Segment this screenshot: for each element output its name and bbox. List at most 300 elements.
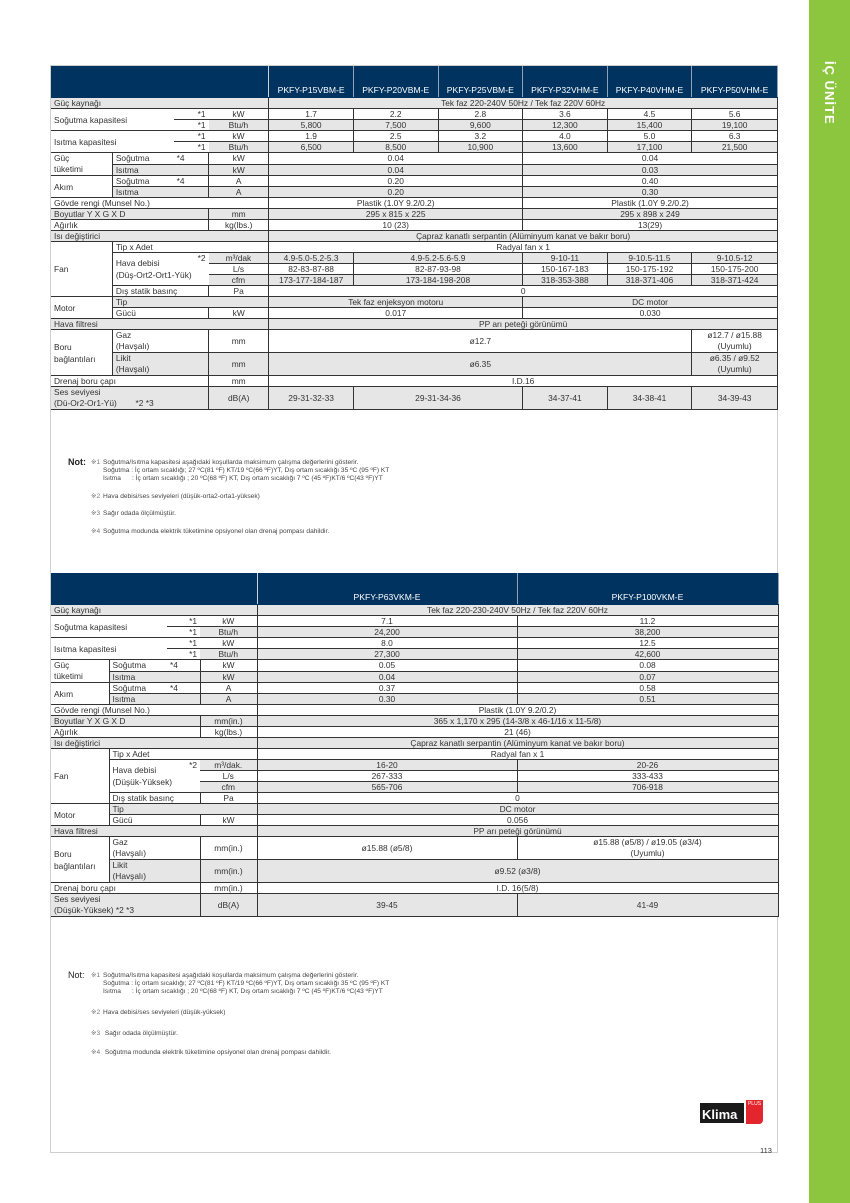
sub-label: [109, 837, 200, 860]
cell-value: I.D. 16(5/8): [257, 883, 778, 894]
label-line: Hava debisi: [112, 765, 157, 775]
unit: Btu/h: [200, 627, 257, 638]
note-symbol: ※3: [91, 510, 101, 517]
sub-label: Gücü: [112, 308, 208, 319]
cell-value: ø12.7: [269, 330, 692, 353]
unit: A: [209, 176, 269, 187]
cell-value: 0.58: [517, 683, 778, 694]
sub-label: Gücü: [109, 815, 200, 826]
cell-value: 20-26: [517, 760, 778, 771]
table-row: [51, 319, 778, 330]
label-line: Hava debisi: [115, 258, 160, 268]
row-label: Ağırlık: [51, 220, 209, 231]
cell-value: ø9.52 (ø3/8): [257, 860, 778, 883]
cell-value: 4.9-5.2-5.6-5.9: [353, 253, 522, 264]
unit: A: [200, 694, 257, 705]
value-line: ø12.7 / ø15.88: [707, 330, 762, 340]
cell-value: 27,300: [257, 649, 517, 660]
row-label: Boyutlar Y X G X D: [51, 716, 200, 727]
model-header: PKFY-P15VBM-E: [269, 67, 354, 98]
cell-value: 318-353-388: [523, 275, 608, 286]
cell-value: [517, 837, 778, 860]
cell-value: 42,600: [517, 649, 778, 660]
table-row: [51, 187, 778, 198]
cell-value: 34-38-41: [607, 387, 692, 410]
unit: cfm: [209, 275, 269, 286]
cell-value: 34-39-43: [692, 387, 778, 410]
cell-value: 0.017: [269, 308, 523, 319]
note-symbol: ※2: [91, 493, 101, 500]
label-line: (Havşalı): [115, 341, 150, 351]
note-subline: Soğutma : İç ortam sıcaklığı; 27 ºC(81 ºF) KT/19 ºC(66 ºF)YT, Dış ortam sıcaklığı 35 ºC (95 ºF) KT: [103, 467, 390, 474]
row-label: [51, 153, 112, 176]
unit: m³/dak: [209, 253, 269, 264]
table-row: [51, 793, 778, 804]
row-label: Gövde rengi (Munsel No.): [51, 198, 269, 209]
unit: mm(in.): [200, 883, 257, 894]
cell-value: 7,500: [353, 120, 438, 131]
cell-value: Radyal fan x 1: [269, 242, 778, 253]
note-text: Hava debisi/ses seviyeleri (düşük-yüksek): [103, 1009, 226, 1016]
table-row: [51, 705, 778, 716]
cell-value: 21 (46): [257, 727, 778, 738]
note-item: [91, 972, 358, 980]
note-text: Sağır odada ölçülmüştür.: [103, 1030, 178, 1037]
unit: mm: [209, 330, 269, 353]
note-ref: *1: [174, 109, 209, 120]
table-row: [51, 683, 778, 694]
cell-value: Plastik (1.0Y 9.2/0.2): [269, 198, 523, 209]
table-row: [51, 605, 778, 616]
cell-value: 0.30: [257, 694, 517, 705]
unit: kW: [209, 109, 269, 120]
sub-label: Tip: [109, 804, 257, 815]
note-symbol: ※4: [91, 528, 101, 535]
cell-value: 0.04: [523, 153, 778, 165]
unit: L/s: [200, 771, 257, 782]
row-label: Akım: [51, 683, 109, 705]
cell-value: 0.20: [269, 187, 523, 198]
cell-value: 2.8: [438, 109, 523, 120]
cell-value: 0.04: [269, 164, 523, 176]
note-ref: *2: [174, 253, 209, 286]
sub-label: [112, 330, 208, 353]
cell-value: 0.030: [523, 308, 778, 319]
cell-value: 15,400: [607, 120, 692, 131]
cell-value: 0.30: [523, 187, 778, 198]
sub-label: Dış statik basınç: [112, 286, 208, 297]
note-symbol: ※3: [91, 1030, 101, 1037]
table-row: [51, 286, 778, 297]
note-item: [91, 1030, 178, 1038]
cell-value: 0: [257, 793, 778, 804]
table-row: [51, 738, 778, 749]
table-row: [51, 131, 778, 142]
cell-value: 565-706: [257, 782, 517, 793]
cell-value: DC motor: [523, 297, 778, 308]
logo-badge: PLUS: [746, 1100, 763, 1124]
cell-value: 4.9-5.0-5.2-5.3: [269, 253, 354, 264]
unit: L/s: [209, 264, 269, 275]
logo-wordmark: [700, 1103, 744, 1123]
table-row: [51, 98, 778, 109]
row-label: Isıtma kapasitesi: [51, 131, 174, 153]
cell-value: 2.5: [353, 131, 438, 142]
note-ref: *1: [167, 627, 200, 638]
unit: Pa: [200, 793, 257, 804]
cell-value: [692, 353, 778, 376]
note-text: Soğutma modunda elektrik tüketimine opsiyonel olan drenaj pompası dahildir.: [103, 528, 330, 535]
unit: A: [209, 187, 269, 198]
cell-value: 1.7: [269, 109, 354, 120]
table-row: [51, 330, 778, 353]
row-label: [51, 330, 112, 376]
unit: cfm: [200, 782, 257, 793]
model-header: PKFY-P20VBM-E: [353, 67, 438, 98]
note-text: Soğutma/Isıtma kapasitesi aşağıdaki koşullarda maksimum çalışma değerlerini gösterir.: [103, 972, 359, 979]
header-blank: [51, 574, 257, 605]
note-subline: Soğutma : İç ortam sıcaklığı; 27 ºC(81 ºF) KT/19 ºC(66 ºF)YT, Dış ortam sıcaklığı 35 ºC (95 ºF) KT: [103, 980, 390, 987]
page-number: 113: [760, 1146, 772, 1155]
sub-label: Soğutma: [109, 683, 167, 694]
label-line: Boru: [54, 848, 72, 859]
table-row: [51, 153, 778, 165]
cell-value: 3.2: [438, 131, 523, 142]
spec-table-2: [51, 573, 779, 917]
cell-value: 0.04: [257, 671, 517, 683]
row-label: Fan: [51, 749, 109, 804]
cell-value: 13(29): [523, 220, 778, 231]
cell-value: PP arı peteği görünümü: [269, 319, 778, 330]
cell-value: 9-10-11: [523, 253, 608, 264]
cell-value: Plastik (1.0Y 9.2/0.2): [523, 198, 778, 209]
note-ref: *1: [167, 638, 200, 649]
cell-value: 9-10.5-12: [692, 253, 778, 264]
label-line: (Havşalı): [115, 364, 150, 374]
row-label: Ağırlık: [51, 727, 200, 738]
cell-value: 24,200: [257, 627, 517, 638]
table-row: [51, 220, 778, 231]
notes-label: Not:: [68, 457, 86, 467]
label-line: (Düş-Ort2-Ort1-Yük): [115, 270, 192, 280]
cell-value: 0.03: [523, 164, 778, 176]
sub-label: [109, 860, 200, 883]
row-label: Soğutma kapasitesi: [51, 616, 167, 638]
unit: Btu/h: [209, 142, 269, 153]
table-row: [51, 353, 778, 376]
notes-section-1: [68, 458, 568, 548]
table-header-row: [51, 67, 778, 98]
cell-value: 2.2: [353, 109, 438, 120]
row-label: Fan: [51, 242, 112, 297]
label-line: Likit: [112, 860, 128, 870]
table-row: [51, 253, 778, 264]
row-label: Motor: [51, 297, 112, 319]
table-row: [51, 837, 778, 860]
cell-value: 0.07: [517, 671, 778, 683]
logo-text: Klima: [702, 1107, 738, 1122]
sub-label: Dış statik basınç: [109, 793, 200, 804]
note-text: Soğutma modunda elektrik tüketimine opsiyonel olan drenaj pompası dahildir.: [103, 1049, 331, 1056]
cell-value: 5.0: [607, 131, 692, 142]
row-label: [51, 894, 200, 917]
note-item: [91, 528, 329, 536]
note-item: [91, 459, 358, 467]
value-line: (Uyumlu): [717, 341, 752, 351]
row-label: Hava filtresi: [51, 319, 269, 330]
cell-value: 34-37-41: [523, 387, 608, 410]
note-item: [91, 1009, 225, 1017]
note-ref: *4: [174, 153, 209, 165]
cell-value: 41-49: [517, 894, 778, 917]
label-line: (Havşalı): [112, 848, 147, 858]
table-row: [51, 804, 778, 815]
cell-value: 38,200: [517, 627, 778, 638]
row-label: Isı değiştirici: [51, 738, 257, 749]
sub-label: Soğutma: [112, 153, 173, 165]
cell-value: 82-87-93-98: [353, 264, 522, 275]
table-row: [51, 671, 778, 683]
table-row: [51, 176, 778, 187]
note-item: [91, 1049, 331, 1057]
table-row: [51, 694, 778, 705]
cell-value: 8,500: [353, 142, 438, 153]
sub-label: Isıtma: [109, 671, 200, 683]
note-symbol: ※1: [91, 459, 101, 466]
cell-value: 13,600: [523, 142, 608, 153]
table-row: [51, 749, 778, 760]
cell-value: 3.6: [523, 109, 608, 120]
cell-value: 10 (23): [269, 220, 523, 231]
cell-value: 150-167-183: [523, 264, 608, 275]
unit: kW: [200, 638, 257, 649]
cell-value: 0.37: [257, 683, 517, 694]
unit: mm(in.): [200, 837, 257, 860]
row-label: [51, 660, 109, 683]
table-row: [51, 616, 778, 627]
unit: Btu/h: [209, 120, 269, 131]
table-row: [51, 231, 778, 242]
unit: mm(in.): [200, 716, 257, 727]
cell-value: 150-175-192: [607, 264, 692, 275]
sub-label: Tip x Adet: [112, 242, 268, 253]
cell-value: 7.1: [257, 616, 517, 627]
cell-value: 4.5: [607, 109, 692, 120]
note-text: Soğutma/Isıtma kapasitesi aşağıdaki koşullarda maksimum çalışma değerlerini gösterir.: [103, 459, 359, 466]
cell-value: 9-10.5-11.5: [607, 253, 692, 264]
cell-value: Tek faz 220-240V 50Hz / Tek faz 220V 60Hz: [269, 98, 778, 109]
row-label: Boyutlar Y X G X D: [51, 209, 209, 220]
label-line: Ses seviyesi: [54, 894, 101, 904]
table-row: [51, 760, 778, 771]
note-ref: *1: [167, 616, 200, 627]
cell-value: 295 x 898 x 249: [523, 209, 778, 220]
note-ref: *1: [174, 131, 209, 142]
value-line: (Uyumlu): [717, 364, 752, 374]
table-row: [51, 297, 778, 308]
spec-table-1: [51, 66, 778, 410]
cell-value: 1.9: [269, 131, 354, 142]
table-row: [51, 376, 778, 387]
unit: mm: [209, 209, 269, 220]
row-label: Gövde rengi (Munsel No.): [51, 705, 257, 716]
cell-value: ø6.35: [269, 353, 692, 376]
model-header: PKFY-P25VBM-E: [438, 67, 523, 98]
row-label: Soğutma kapasitesi: [51, 109, 174, 131]
note-ref: *1: [174, 120, 209, 131]
unit: mm: [209, 376, 269, 387]
label-line: Güç: [54, 153, 70, 163]
row-label: Güç kaynağı: [51, 605, 257, 616]
cell-value: 6.3: [692, 131, 778, 142]
model-header: PKFY-P50VHM-E: [692, 67, 778, 98]
sub-label: [109, 760, 173, 793]
model-header: PKFY-P63VKM-E: [257, 574, 517, 605]
cell-value: 12.5: [517, 638, 778, 649]
note-ref: *1: [174, 142, 209, 153]
table-row: [51, 209, 778, 220]
cell-value: 9,600: [438, 120, 523, 131]
row-label: [51, 387, 209, 410]
row-label: Isı değiştirici: [51, 231, 269, 242]
sub-label: Isıtma: [109, 694, 200, 705]
sub-label: Isıtma: [112, 164, 208, 176]
unit: mm(in.): [200, 860, 257, 883]
table-row: [51, 660, 778, 672]
label-line: Boru: [54, 341, 72, 352]
table-row: [51, 638, 778, 649]
note-subline: Isıtma : İç ortam sıcaklığı ; 20 ºC(68 ºF) KT, Dış ortam sıcaklığı 7 ºC (45 ºF)KT/6 ºC(43 ºF)YT: [103, 988, 383, 995]
unit: Btu/h: [200, 649, 257, 660]
value-line: ø6.35 / ø9.52: [709, 353, 760, 363]
note-text: Hava debisi/ses seviyeleri (düşük-orta2-orta1-yüksek): [103, 493, 260, 500]
table-row: [51, 387, 778, 410]
cell-value: Tek faz enjeksyon motoru: [269, 297, 523, 308]
unit: m³/dak.: [200, 760, 257, 771]
note-ref: *4: [174, 176, 209, 187]
sub-label: Soğutma: [112, 176, 173, 187]
note-item: [91, 510, 176, 518]
cell-value: 150-175-200: [692, 264, 778, 275]
cell-value: 39-45: [257, 894, 517, 917]
cell-value: 267-333: [257, 771, 517, 782]
note-symbol: ※4: [91, 1049, 101, 1056]
notes-section-2: [68, 971, 568, 1061]
table-row: [51, 826, 778, 837]
note-ref: *2 *3: [135, 398, 154, 408]
cell-value: 318-371-424: [692, 275, 778, 286]
cell-value: 6,500: [269, 142, 354, 153]
cell-value: 318-371-406: [607, 275, 692, 286]
label-line: Likit: [115, 353, 131, 363]
table-row: [51, 198, 778, 209]
row-label: Hava filtresi: [51, 826, 257, 837]
table-row: [51, 860, 778, 883]
cell-value: 0.20: [269, 176, 523, 187]
note-ref: *4: [167, 660, 200, 672]
note-item: [91, 493, 260, 501]
cell-value: 0.08: [517, 660, 778, 672]
table-row: [51, 164, 778, 176]
cell-value: 0.04: [269, 153, 523, 165]
cell-value: 0.056: [257, 815, 778, 826]
table-row: [51, 883, 778, 894]
sub-label: [112, 253, 192, 286]
unit: dB(A): [200, 894, 257, 917]
cell-value: 333-433: [517, 771, 778, 782]
table-row: [51, 308, 778, 319]
label-line: Gaz: [112, 837, 128, 847]
model-header: PKFY-P32VHM-E: [523, 67, 608, 98]
unit: kW: [209, 164, 269, 176]
cell-value: 11.2: [517, 616, 778, 627]
label-line: Güç: [54, 660, 70, 670]
table-row: [51, 815, 778, 826]
model-header: PKFY-P100VKM-E: [517, 574, 778, 605]
unit: kW: [200, 671, 257, 683]
unit: kW: [209, 131, 269, 142]
label-line: (Havşalı): [112, 871, 147, 881]
unit: kW: [200, 815, 257, 826]
unit: kW: [209, 308, 269, 319]
cell-value: 19,100: [692, 120, 778, 131]
cell-value: 365 x 1,170 x 295 (14-3/8 x 46-1/16 x 11-5/8): [257, 716, 778, 727]
unit: kW: [200, 616, 257, 627]
note-ref: *4: [167, 683, 200, 694]
value-line: ø15.88 (ø5/8) / ø19.05 (ø3/4): [593, 837, 702, 847]
row-label: Drenaj boru çapı: [51, 883, 200, 894]
row-label: Drenaj boru çapı: [51, 376, 209, 387]
label-line: Ses seviyesi: [54, 387, 101, 397]
label-line: (Düşük-Yüksek): [112, 777, 173, 787]
cell-value: 12,300: [523, 120, 608, 131]
side-tab-bar: [809, 0, 850, 1203]
label-line: Gaz: [115, 330, 132, 340]
cell-value: 173-184-198-208: [353, 275, 522, 286]
table-row: [51, 716, 778, 727]
cell-value: 8.0: [257, 638, 517, 649]
cell-value: 295 x 815 x 225: [269, 209, 523, 220]
cell-value: DC motor: [257, 804, 778, 815]
cell-value: ø15.88 (ø5/8): [257, 837, 517, 860]
label-line: tüketimi: [54, 671, 83, 681]
cell-value: Çapraz kanatlı serpantin (Alüminyum kanat ve bakır boru): [269, 231, 778, 242]
row-label: [51, 837, 109, 883]
cell-value: 82-83-87-88: [269, 264, 354, 275]
cell-value: [692, 330, 778, 353]
row-label: Akım: [51, 176, 112, 198]
cell-value: 5.6: [692, 109, 778, 120]
row-label: Isıtma kapasitesi: [51, 638, 167, 660]
cell-value: Çapraz kanatlı serpantin (Alüminyum kanat ve bakır boru): [257, 738, 778, 749]
sub-label: Tip: [112, 297, 268, 308]
unit: mm: [209, 353, 269, 376]
cell-value: 4.0: [523, 131, 608, 142]
table-row: [51, 109, 778, 120]
table-header-row: [51, 574, 778, 605]
note-symbol: ※2: [91, 1009, 101, 1016]
label-line: bağlantıları: [54, 353, 96, 364]
note-text: Sağır odada ölçülmüştür.: [103, 510, 176, 517]
cell-value: 0.40: [523, 176, 778, 187]
unit: dB(A): [209, 387, 269, 410]
unit: Pa: [209, 286, 269, 297]
note-symbol: ※1: [91, 972, 101, 979]
value-line: (Uyumlu): [630, 848, 665, 858]
cell-value: 173-177-184-187: [269, 275, 354, 286]
cell-value: Tek faz 220-230-240V 50Hz / Tek faz 220V 60Hz: [257, 605, 778, 616]
unit: A: [200, 683, 257, 694]
